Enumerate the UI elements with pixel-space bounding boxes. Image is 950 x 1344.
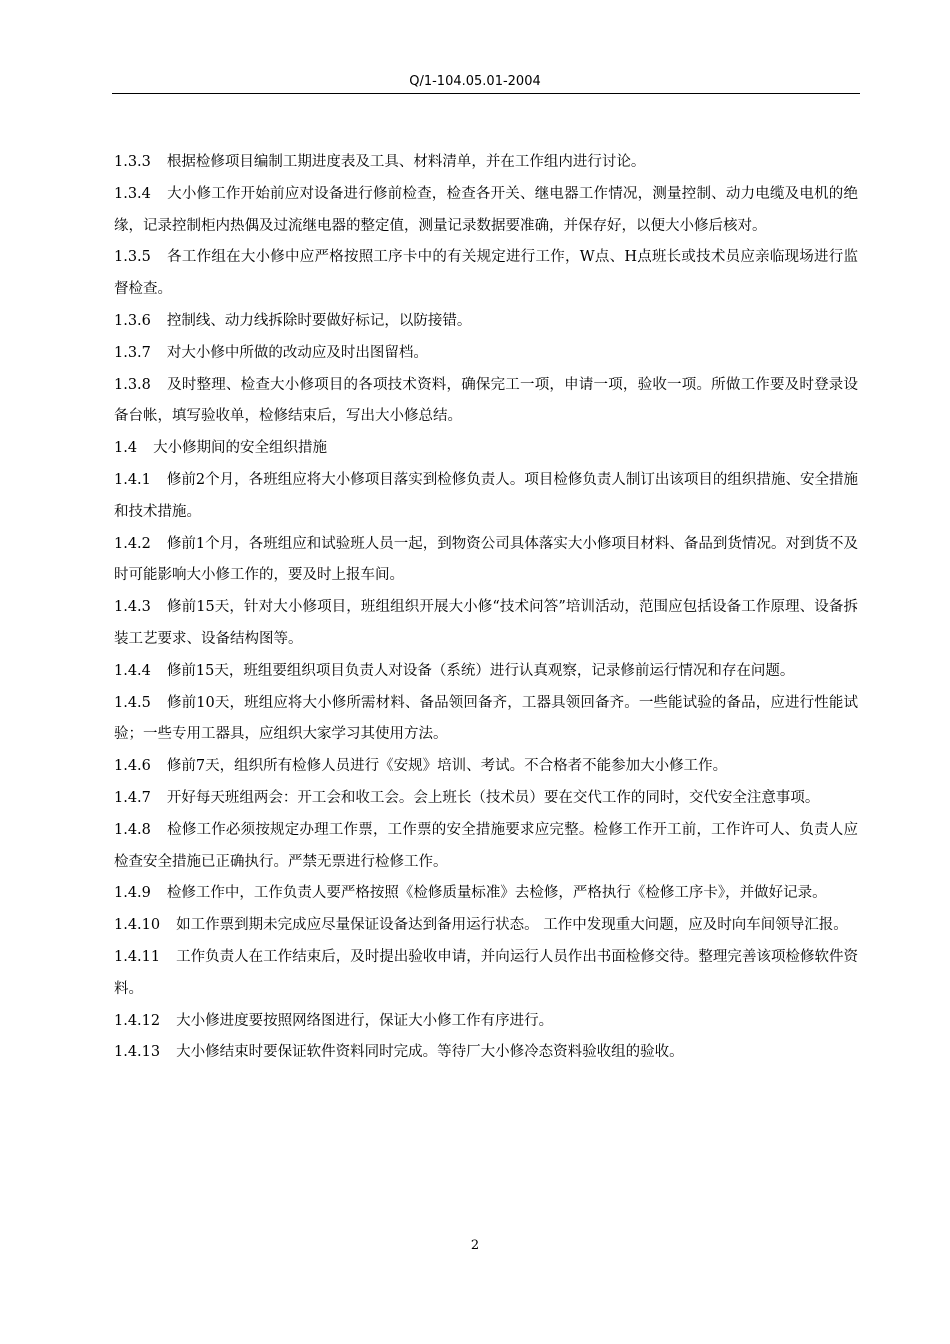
paragraph — [114, 942, 858, 1006]
paragraph-text: 大小修进度要按照网络图进行，保证大小修工作有序进行。 — [176, 1012, 554, 1029]
paragraph — [114, 338, 858, 370]
section-number: 1.3.8 — [114, 376, 151, 393]
section-number: 1.3.5 — [114, 249, 151, 266]
paragraph — [114, 688, 858, 752]
section-number: 1.4.8 — [114, 821, 151, 838]
paragraph — [114, 878, 858, 910]
paragraph-text: 根据检修项目编制工期进度表及工具、材料清单，并在工作组内进行讨论。 — [166, 154, 646, 170]
paragraph — [114, 370, 858, 434]
paragraph-text: 修前15天，针对大小修项目，班组组织开展大小修“技术问答”培训活动，范围应包括设备工作原理、设备拆装工艺要求、设备结构图等。 — [114, 599, 858, 647]
paragraph — [114, 147, 858, 179]
document-code: Q/1-104.05.01-2004 — [409, 74, 541, 89]
paragraph — [114, 910, 858, 942]
paragraph — [114, 656, 858, 688]
paragraph — [114, 465, 858, 529]
header-rule — [112, 93, 860, 94]
document-body — [114, 147, 858, 1069]
paragraph — [114, 179, 858, 243]
section-number: 1.4.7 — [114, 789, 151, 806]
section-number: 1.3.6 — [114, 312, 151, 329]
paragraph-text: 修前1个月，各班组应和试验班人员一起，到物资公司具体落实大小修项目材料、备品到货情况。对到货不及时可能影响大小修工作的，要及时上报车间。 — [114, 535, 858, 584]
paragraph-text: 修前15天，班组要组织项目负责人对设备（系统）进行认真观察，记录修前运行情况和存在问题。 — [166, 662, 795, 679]
paragraph-text: 控制线、动力线拆除时要做好标记，以防接错。 — [166, 312, 472, 329]
paragraph — [114, 306, 858, 338]
section-number: 1.3.4 — [114, 185, 151, 202]
section-number: 1.4.5 — [114, 694, 151, 711]
paragraph-text: 大小修结束时要保证软件资料同时完成。等待厂大小修冷态资料验收组的验收。 — [176, 1044, 684, 1061]
paragraph-text: 及时整理、检查大小修项目的各项技术资料，确保完工一项，申请一项，验收一项。所做工作要及时登录设备台帐，填写验收单，检修结束后，写出大小修总结。 — [114, 376, 858, 425]
paragraph — [114, 242, 858, 306]
paragraph-text: 修前2个月，各班组应将大小修项目落实到检修负责人。项目检修负责人制订出该项目的组织措施、安全措施和技术措施。 — [114, 471, 858, 520]
section-number: 1.4.1 — [114, 471, 151, 488]
paragraph-text: 大小修期间的安全组织措施 — [153, 440, 328, 457]
paragraph — [114, 529, 858, 593]
paragraph-text: 检修工作必须按规定办理工作票，工作票的安全措施要求应完整。检修工作开工前，工作许可人、负责人应检查安全措施已正确执行。严禁无票进行检修工作。 — [114, 821, 858, 870]
paragraph-text: 工作负责人在工作结束后，及时提出验收申请，并向运行人员作出书面检修交待。整理完善该项检修软件资料。 — [114, 948, 858, 997]
section-number: 1.4 — [114, 440, 138, 457]
paragraph-text: 检修工作中，工作负责人要严格按照《检修质量标准》去检修，严格执行《检修工序卡》，并做好记录。 — [166, 885, 827, 902]
section-number: 1.4.6 — [114, 758, 151, 775]
section-number: 1.3.7 — [114, 344, 151, 361]
page-number: 2 — [470, 1238, 480, 1253]
paragraph-text: 修前7天，组织所有检修人员进行《安规》培训、考试。不合格者不能参加大小修工作。 — [166, 758, 728, 775]
section-number: 1.4.3 — [114, 599, 151, 616]
paragraph — [114, 815, 858, 879]
section-number: 1.4.13 — [114, 1044, 161, 1061]
section-number: 1.4.12 — [114, 1012, 161, 1029]
section-number: 1.3.3 — [114, 154, 151, 170]
section-number: 1.4.9 — [114, 885, 151, 902]
paragraph-text: 大小修工作开始前应对设备进行修前检查，检查各开关、继电器工作情况，测量控制、动力电缆及电机的绝缘，记录控制柜内热偶及过流继电器的整定值，测量记录数据要准确，并保存好，以便大小修后核对。 — [114, 185, 858, 234]
section-number: 1.4.10 — [114, 917, 161, 934]
paragraph — [114, 433, 858, 465]
paragraph — [114, 751, 858, 783]
paragraph-text: 修前10天，班组应将大小修所需材料、备品领回备齐，工器具领回备齐。一些能试验的备品，应进行性能试验；一些专用工器具，应组织大家学习其使用方法。 — [114, 694, 858, 743]
paragraph — [114, 592, 858, 656]
paragraph-text: 对大小修中所做的改动应及时出图留档。 — [166, 344, 428, 361]
paragraph — [114, 783, 858, 815]
section-number: 1.4.11 — [114, 948, 161, 965]
paragraph — [114, 1037, 858, 1069]
section-number: 1.4.2 — [114, 535, 151, 552]
paragraph — [114, 1006, 858, 1038]
section-number: 1.4.4 — [114, 662, 151, 679]
paragraph-text: 如工作票到期未完成应尽量保证设备达到备用运行状态。 工作中发现重大问题，应及时向车间领导汇报。 — [176, 917, 848, 934]
paragraph-text: 各工作组在大小修中应严格按照工序卡中的有关规定进行工作，W点、H点班长或技术员应亲临现场进行监督检查。 — [114, 249, 858, 298]
paragraph-text: 开好每天班组两会：开工会和收工会。会上班长（技术员）要在交代工作的同时，交代安全注意事项。 — [166, 789, 820, 806]
